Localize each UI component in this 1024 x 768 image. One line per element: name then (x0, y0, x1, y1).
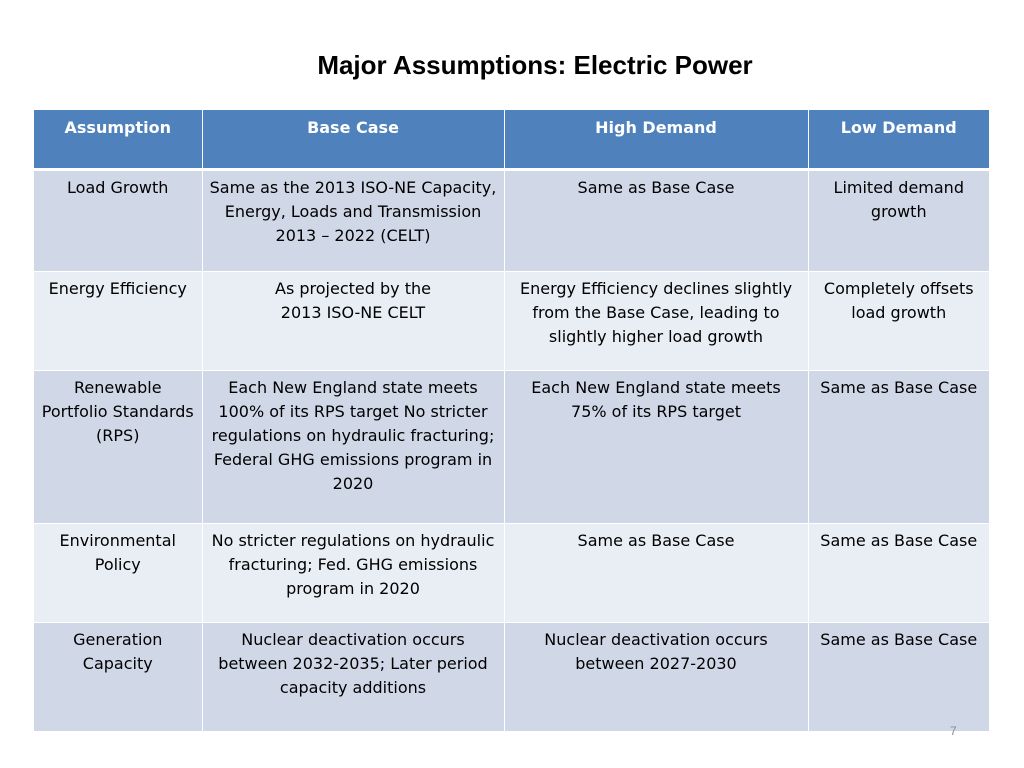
row-label-energy-efficiency: Energy Efficiency (34, 271, 202, 370)
column-header-high-demand: High Demand (504, 110, 808, 169)
page-number: 7 (950, 724, 957, 738)
cell-low-demand: Same as Base Case (808, 523, 989, 622)
cell-high-demand: Same as Base Case (504, 523, 808, 622)
cell-base-case: No stricter regulations on hydraulic fracturing; Fed. GHG emissions program in 2020 (202, 523, 504, 622)
cell-low-demand: Limited demand growth (808, 169, 989, 271)
table-row (34, 622, 989, 731)
cell-high-demand: Energy Efficiency declines slightly from the Base Case, leading to slightly higher load growth (504, 271, 808, 370)
row-label-generation-capacity: Generation Capacity (34, 622, 202, 731)
cell-high-demand-text: Nuclear deactivation occurs between 2027-2030 (544, 629, 768, 673)
cell-base-case: Nuclear deactivation occurs between 2032-2035; Later period capacity additions (202, 622, 504, 731)
cell-high-demand-text: Each New England state meets 75% of its RPS target (531, 377, 781, 421)
row-label-rps: Renewable Portfolio Standards (RPS) (34, 370, 202, 523)
cell-base-case (202, 271, 504, 370)
table-row (34, 523, 989, 622)
column-header-assumption: Assumption (34, 110, 202, 169)
cell-base-case-text: As projected by the 2013 ISO-NE CELT (275, 278, 431, 322)
cell-low-demand: Same as Base Case (808, 622, 989, 731)
table-header-row (34, 110, 989, 169)
slide-title: Major Assumptions: Electric Power (317, 50, 753, 80)
cell-high-demand (504, 622, 808, 731)
cell-base-case: Each New England state meets 100% of its RPS target No stricter regulations on hydraulic fracturing; Federal GHG emissions program in 2020 (202, 370, 504, 523)
table-row (34, 169, 989, 271)
table-row (34, 271, 989, 370)
cell-high-demand (504, 370, 808, 523)
cell-low-demand: Completely offsets load growth (808, 271, 989, 370)
row-label-load-growth: Load Growth (34, 169, 202, 271)
column-header-base-case: Base Case (202, 110, 504, 169)
column-header-low-demand: Low Demand (808, 110, 989, 169)
cell-high-demand: Same as Base Case (504, 169, 808, 271)
cell-low-demand: Same as Base Case (808, 370, 989, 523)
cell-base-case: Same as the 2013 ISO-NE Capacity, Energy, Loads and Transmission 2013 – 2022 (CELT) (202, 169, 504, 271)
table-row (34, 370, 989, 523)
assumptions-table (34, 110, 989, 732)
row-label-environmental-policy: Environmental Policy (34, 523, 202, 622)
